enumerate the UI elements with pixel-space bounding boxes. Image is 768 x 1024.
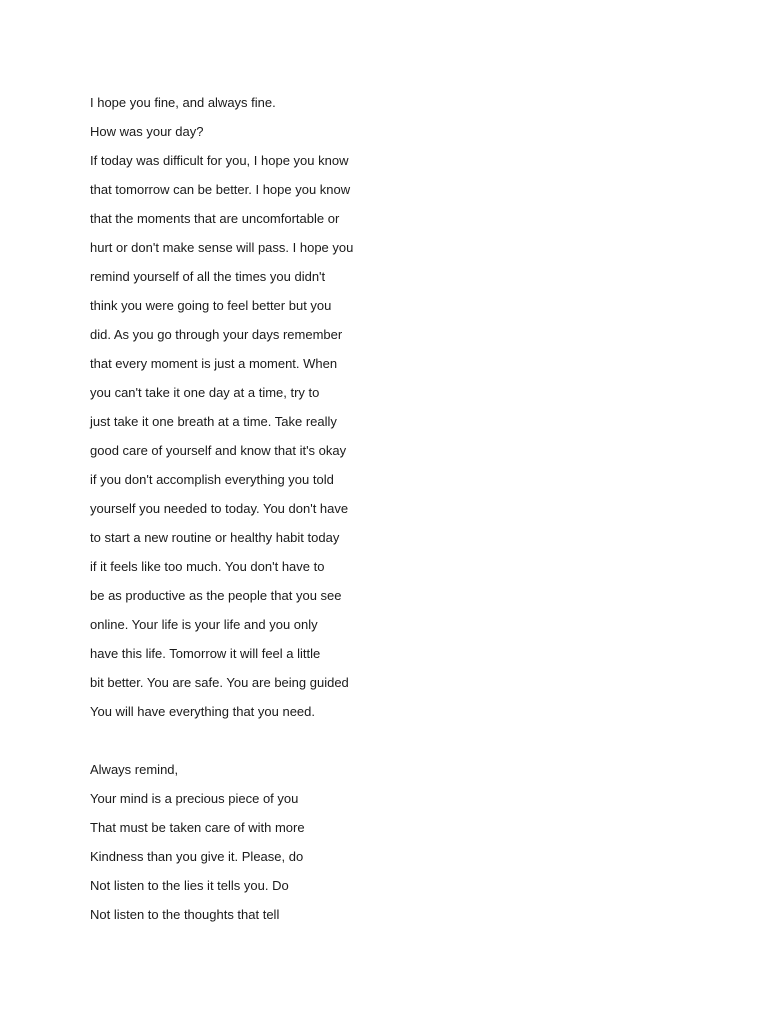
text-line: that tomorrow can be better. I hope you know <box>90 182 351 197</box>
text-line: that the moments that are uncomfortable or <box>90 211 340 226</box>
text-line: Always remind, <box>90 762 179 777</box>
text-line: I hope you fine, and always fine. <box>90 95 276 110</box>
paragraph-2 <box>90 755 710 929</box>
text-line: think you were going to feel better but you <box>90 298 332 313</box>
text-line: bit better. You are safe. You are being guided <box>90 675 349 690</box>
text-line: Not listen to the lies it tells you. Do <box>90 878 289 893</box>
text-line: you can't take it one day at a time, try to <box>90 385 320 400</box>
text-line: Your mind is a precious piece of you <box>90 791 299 806</box>
text-line: That must be taken care of with more <box>90 820 305 835</box>
text-line: if you don't accomplish everything you told <box>90 472 334 487</box>
text-line: How was your day? <box>90 124 204 139</box>
text-line: online. Your life is your life and you only <box>90 617 318 632</box>
text-line: just take it one breath at a time. Take really <box>90 414 337 429</box>
text-line: hurt or don't make sense will pass. I hope you <box>90 240 354 255</box>
paragraph-1 <box>90 88 710 726</box>
paragraph-gap <box>90 726 710 755</box>
text-line: Kindness than you give it. Please, do <box>90 849 304 864</box>
document-body <box>90 88 710 929</box>
text-line: Not listen to the thoughts that tell <box>90 907 280 922</box>
text-line: If today was difficult for you, I hope you know <box>90 153 349 168</box>
text-line: remind yourself of all the times you didn't <box>90 269 326 284</box>
text-line: be as productive as the people that you see <box>90 588 342 603</box>
text-line: good care of yourself and know that it's okay <box>90 443 347 458</box>
text-line: did. As you go through your days remember <box>90 327 343 342</box>
text-line: to start a new routine or healthy habit today <box>90 530 340 545</box>
text-line: have this life. Tomorrow it will feel a little <box>90 646 321 661</box>
text-line: yourself you needed to today. You don't have <box>90 501 349 516</box>
text-line: that every moment is just a moment. When <box>90 356 338 371</box>
text-line: if it feels like too much. You don't have to <box>90 559 325 574</box>
text-line: You will have everything that you need. <box>90 704 316 719</box>
